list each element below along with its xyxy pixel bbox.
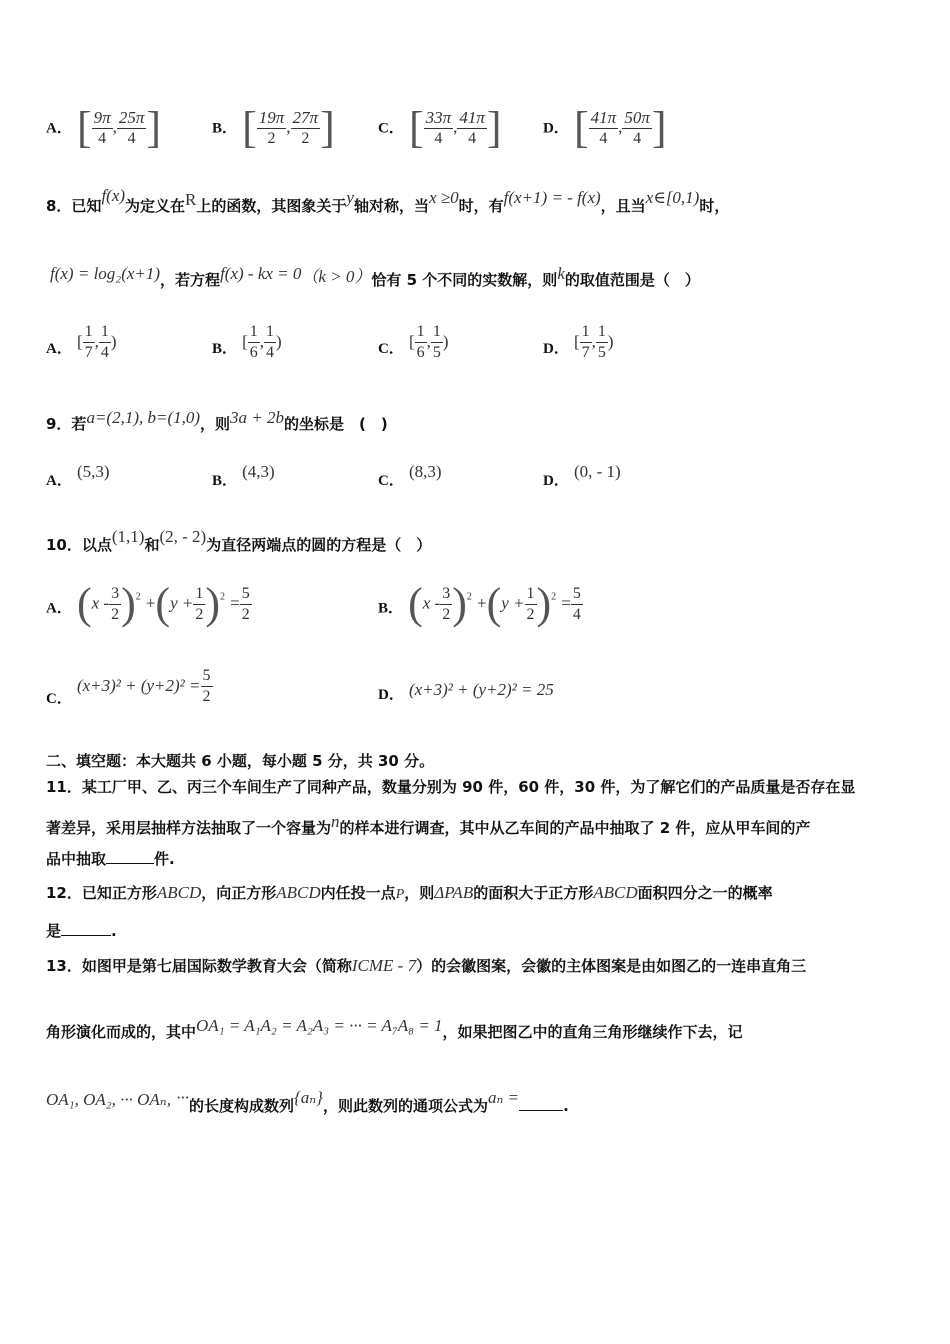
q8-option-a[interactable]: A． [ $\frac{1}{7}$ , $\frac{1}{4}$ ) [46, 323, 117, 361]
q8-line2: f(x) = log₂(x+1)，若方程f(x) - kx = 0（k > 0）恰有 5 个不同的实数解，则k的取值范围是（ ） [50, 264, 700, 289]
answer-blank[interactable] [519, 1096, 563, 1111]
q8-option-d[interactable]: D． [ $\frac{1}{7}$ , $\frac{1}{5}$ ) [543, 323, 614, 361]
question-number: 8．已知 [46, 197, 102, 215]
fraction-denominator: 4 [127, 129, 136, 147]
question-number: 10．以点 [46, 536, 112, 554]
math-ABCD: ABCD [156, 883, 202, 902]
option-label: A． [46, 473, 72, 489]
option-value: (8,3) [408, 462, 442, 481]
answer-blank[interactable] [106, 849, 154, 864]
q13-line1: 13．如图甲是第七届国际数学教育大会（简称ICME - 7）的会徽图案，会徽的主体图案是由如图乙的一连串直角三 [46, 956, 807, 975]
q9-option-a[interactable] [46, 462, 110, 490]
option-label: C． [378, 120, 404, 137]
math-an-set: {aₙ} [293, 1088, 323, 1107]
q7-option-c[interactable]: C． [ $\frac{33\pi}{4}$ , $\frac{41\pi}{4}$ ] [378, 103, 502, 152]
math-P: P [395, 887, 405, 902]
fraction-denominator: 4 [468, 129, 477, 147]
q8-line1: 8．已知f(x)为定义在R上的函数，其图象关于y轴对称，当x ≥0时，有f(x+1) = - f(x)，且当x∈[0,1)时， [46, 186, 730, 215]
option-label: B． [212, 120, 238, 137]
math-sequence: OA₁, OA₂, ··· OAₙ, [46, 1090, 171, 1109]
math-k-condition: （k > 0） [301, 267, 372, 286]
option-label: D． [543, 341, 569, 357]
option-label: B． [212, 473, 238, 489]
q8-option-c[interactable]: C． [ $\frac{1}{6}$ , $\frac{1}{5}$ ) [378, 323, 449, 361]
q9-option-d[interactable] [543, 462, 621, 490]
option-label: C． [46, 691, 72, 707]
option-value: (0, - 1) [573, 462, 621, 481]
math-point: (2, - 2) [159, 527, 207, 546]
q9-stem: 9．若a=(2,1), b=(1,0)，则3a + 2b的坐标是 ( ) [46, 408, 388, 433]
fraction-denominator: 4 [633, 129, 642, 147]
q13-line2: 角形演化而成的，其中OA₁ = A₁A₂ = A₂A₃ = ··· = A₇A₈ = 1，如果把图乙中的直角三角形继续作下去，记 [46, 1016, 743, 1041]
q9-option-c[interactable] [378, 462, 442, 490]
math-ABCD: ABCD [276, 883, 321, 902]
option-label: B． [212, 341, 238, 357]
math-interval: x∈[0,1) [645, 188, 700, 207]
fraction-numerator: 50π [624, 107, 650, 127]
q9-option-b[interactable] [212, 462, 275, 490]
q10-option-c[interactable]: C． (x+3)² + (y+2)² = $\frac{5}{2}$ [46, 667, 211, 707]
option-label: A． [46, 120, 72, 137]
q8-option-b[interactable]: B． [ $\frac{1}{6}$ , $\frac{1}{4}$ ) [212, 323, 282, 361]
math-equation: f(x) - kx = 0 [220, 264, 302, 283]
fraction-denominator: 4 [599, 129, 608, 147]
math-condition: x ≥0 [428, 188, 459, 207]
q11-line1: 11．某工厂甲、乙、丙三个车间生产了同种产品，数量分别为 90 件，60 件，30 件，为了解它们的产品质量是否存在显 [46, 778, 856, 796]
option-label: D． [378, 687, 404, 703]
option-value: (4,3) [242, 462, 275, 481]
option-label: D． [543, 473, 569, 489]
fraction-numerator: 25π [118, 107, 145, 127]
fraction-denominator: 2 [267, 129, 276, 147]
math-n: n [331, 812, 340, 831]
math-dots: ··· [176, 1088, 189, 1107]
math-k: k [557, 264, 565, 283]
math-point: (1,1) [111, 527, 145, 546]
math-expression: 3a + 2b [230, 408, 285, 427]
q13-line3: OA₁, OA₂, ··· OAₙ, ···的长度构成数列{aₙ}，则此数列的通项公式为aₙ = . [46, 1088, 569, 1115]
math-equation: (x+3)² + (y+2)² = [76, 676, 201, 695]
q7-option-a[interactable]: A． [ $\frac{9\pi}{4}$ , $\frac{25\pi}{4}$ ] [46, 103, 162, 152]
math-ABCD: ABCD [593, 883, 638, 902]
option-label: B． [378, 600, 404, 617]
option-value: (5,3) [76, 462, 110, 481]
q10-option-a[interactable]: A． (x - $\frac{3}{2}$ )$^2$ +(y + $\frac{1}{2}$ )$^2$ = $\frac{5}{2}$ [46, 579, 250, 628]
option-label: C． [378, 473, 404, 489]
math-triangle: ΔPAB [434, 883, 474, 902]
math-y: y [346, 188, 354, 207]
math-function-def: f(x) = log₂(x+1) [50, 264, 161, 283]
q12-line2: 是 . [46, 922, 117, 940]
math-icme: ICME - 7 [351, 956, 417, 975]
math-equation: f(x+1) = - f(x) [503, 188, 601, 207]
option-label: C． [378, 341, 404, 357]
math-fx: f(x) [101, 186, 126, 205]
fraction-numerator: 41π [459, 107, 485, 127]
option-label: A． [46, 600, 72, 617]
option-label: A． [46, 341, 72, 357]
q12-line1: 12．已知正方形ABCD，向正方形ABCD内任投一点P，则ΔPAB的面积大于正方形ABCD面积四分之一的概率 [46, 883, 773, 902]
option-label: D． [543, 120, 569, 137]
fraction-denominator: 4 [98, 129, 107, 147]
math-an: aₙ = [487, 1088, 520, 1107]
math-equation: (x+3)² + (y+2)² = 25 [408, 680, 554, 699]
fraction-numerator: 9π [93, 107, 111, 127]
fraction-numerator: 27π [292, 107, 319, 127]
fraction-numerator: 33π [425, 107, 452, 127]
math-R: R [185, 190, 197, 209]
q11-line2: 著差异，采用层抽样方法抽取了一个容量为n的样本进行调查，其中从乙车间的产品中抽取了 2 件，应从甲车间的产 [46, 812, 811, 837]
fraction-numerator: 19π [258, 107, 285, 127]
math-vectors: a=(2,1), b=(1,0) [86, 408, 201, 427]
fraction-denominator: 4 [434, 129, 443, 147]
q7-option-d[interactable]: D． [ $\frac{41\pi}{4}$ , $\frac{50\pi}{4}$ ] [543, 103, 667, 152]
q11-line3: 品中抽取 件. [46, 850, 175, 868]
fraction-numerator: 41π [590, 107, 617, 127]
section-title: 二、填空题：本大题共 6 小题，每小题 5 分，共 30 分。 [46, 752, 435, 770]
q10-option-d[interactable] [378, 680, 554, 704]
math-equation: OA₁ = A₁A₂ = A₂A₃ = ··· = A₇A₈ = 1 [196, 1016, 443, 1035]
q10-stem: 10．以点(1,1)和(2, - 2)为直径两端点的圆的方程是（ ） [46, 527, 432, 554]
q10-option-b[interactable]: B． (x - $\frac{3}{2}$ )$^2$ +(y + $\frac{1}{2}$ )$^2$ = $\frac{5}{4}$ [378, 579, 581, 628]
answer-blank[interactable] [61, 921, 111, 936]
question-number: 9．若 [46, 415, 87, 433]
q7-option-b[interactable]: B． [ $\frac{19\pi}{2}$ , $\frac{27\pi}{2}$ ] [212, 103, 335, 152]
fraction-denominator: 2 [301, 129, 310, 147]
